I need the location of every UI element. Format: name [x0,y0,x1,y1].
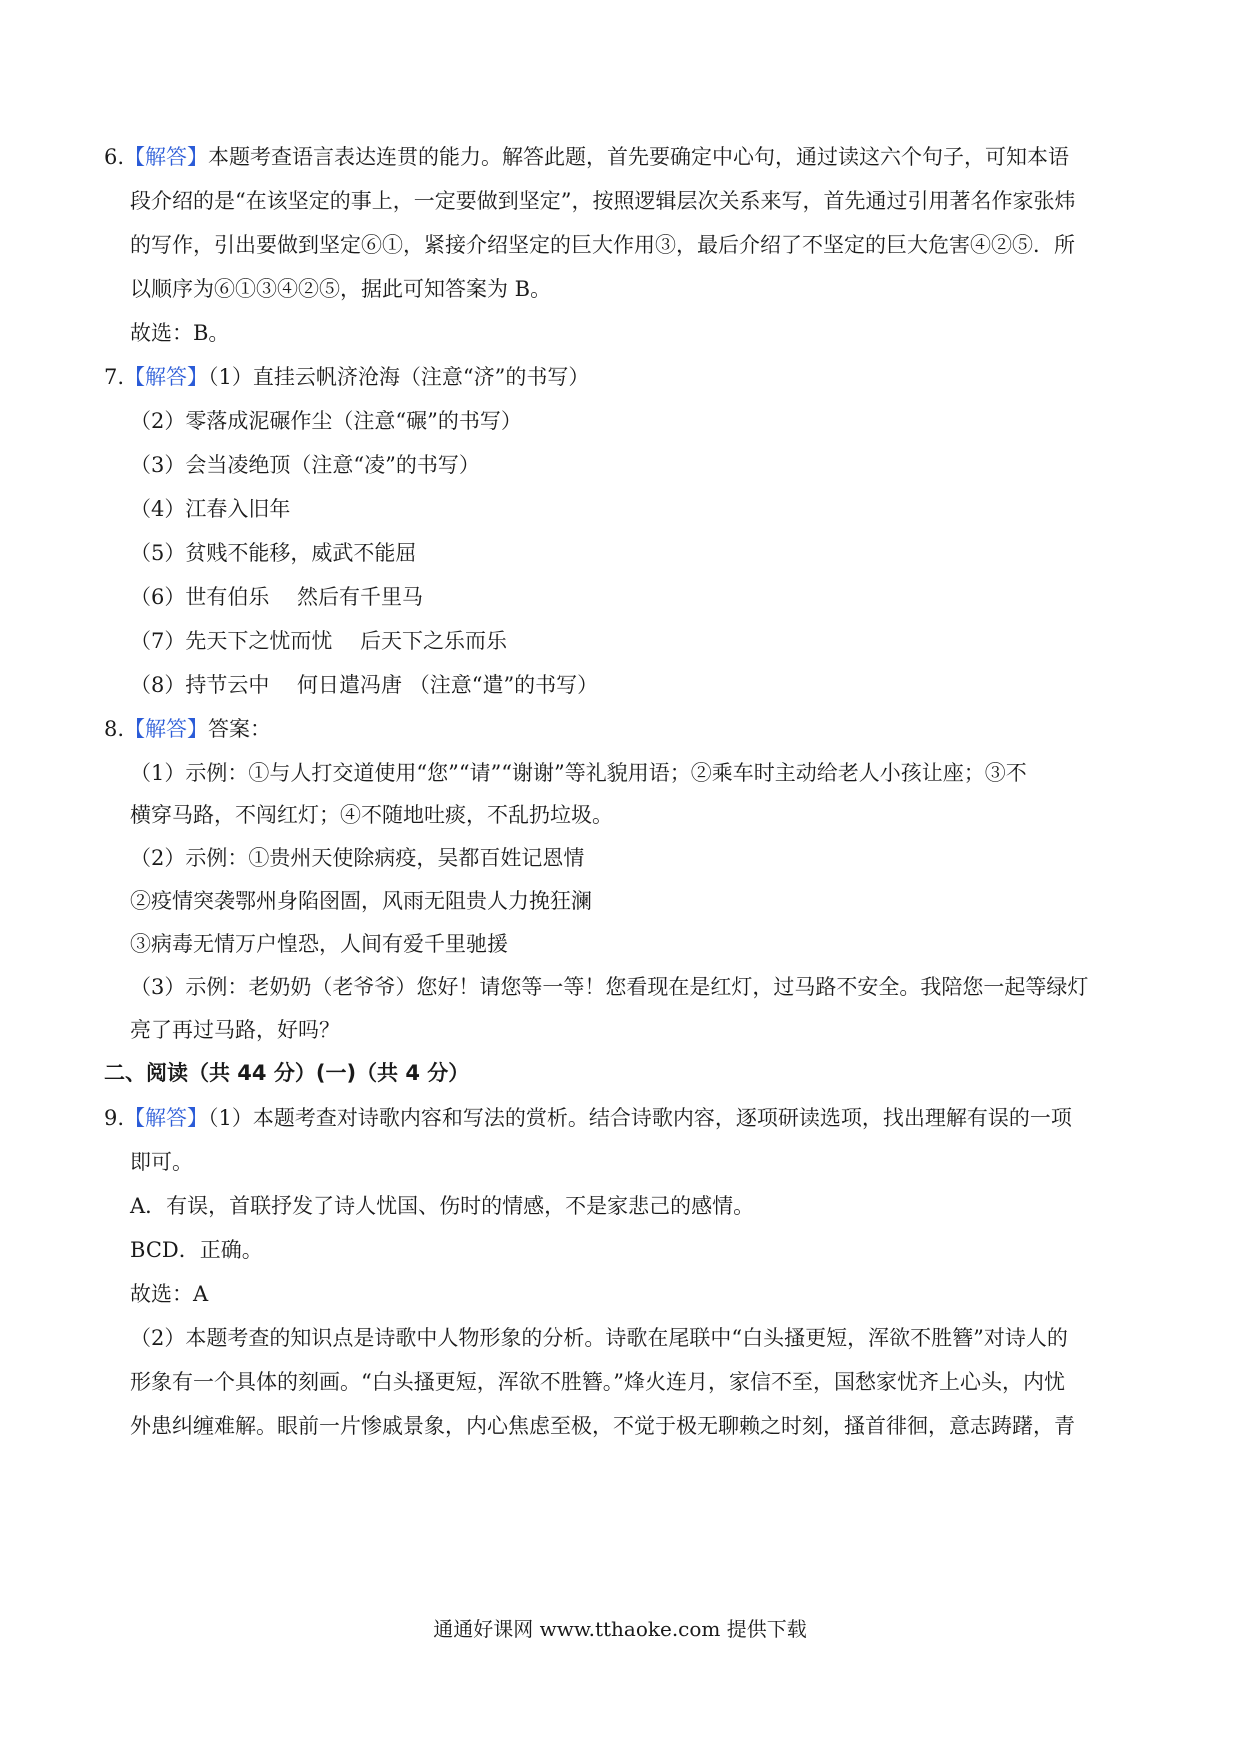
q8-line: 横穿马路，不闯红灯；④不随地吐痰，不乱扔垃圾。 [130,803,613,827]
q9-line: 即可。 [130,1150,193,1174]
q9-line: A．有误，首联抒发了诗人忧国、伤时的情感，不是家悲己的感情。 [130,1194,755,1218]
q7-item: （2）零落成泥碾作尘（注意“碾”的书写） [130,409,522,433]
q6-number: 6. [104,145,125,169]
q6-line-3: 的写作，引出要做到坚定⑥①，紧接介绍坚定的巨大作用③，最后介绍了不坚定的巨大危害④②⑤．所 [130,233,1075,257]
q7-answer-tag: 【解答】 [124,365,209,389]
section-heading: 二、阅读（共 44 分）(一)（共 4 分） [104,1061,470,1085]
q8-number: 8. [104,717,125,741]
q9-line: 形象有一个具体的刻画。“白头搔更短，浑欲不胜簪。”烽火连月，家信不至，国愁家忧齐上心头，内忧 [130,1370,1065,1394]
q7-number: 7. [104,365,125,389]
page-footer: 通通好课网 www.tthaoke.com 提供下载 [433,1617,807,1641]
q9-answer-tag: 【解答】 [124,1106,209,1130]
q9-line: 故选：A [130,1282,209,1306]
q9-line: BCD．正确。 [130,1238,263,1262]
q7-item: （7）先天下之忧而忧 后天下之乐而乐 [130,629,508,653]
q8-line-1 [104,714,271,744]
q8-line: （1）示例：①与人打交道使用“您”“请”“谢谢”等礼貌用语；②乘车时主动给老人小孩让座；③不 [130,761,1027,785]
q7-item: （4）江春入旧年 [130,497,291,521]
q9-line-1 [104,1103,1072,1133]
q6-choice: 故选：B。 [130,321,230,345]
q6-text: 本题考查语言表达连贯的能力。解答此题，首先要确定中心句，通过读这六个句子，可知本语 [208,145,1070,169]
q6-line-1 [104,142,1069,172]
q8-answer-tag: 【解答】 [124,717,209,741]
q9-text: （1）本题考查对诗歌内容和写法的赏析。结合诗歌内容，逐项研读选项，找出理解有误的一项 [208,1106,1072,1130]
q7-item: （3）会当凌绝顶（注意“凌”的书写） [130,453,480,477]
q8-line: （3）示例：老奶奶（老爷爷）您好！请您等一等！您看现在是红灯，过马路不安全。我陪您一起等绿灯 [130,975,1089,999]
q7-line-1 [104,362,589,392]
q6-answer-tag: 【解答】 [124,145,209,169]
q6-line-2: 段介绍的是“在该坚定的事上，一定要做到坚定”，按照逻辑层次关系来写，首先通过引用著名作家张炜 [130,189,1076,213]
q8-intro: 答案： [208,717,272,741]
q9-line: （2）本题考查的知识点是诗歌中人物形象的分析。诗歌在尾联中“白头搔更短，浑欲不胜簪”对诗人的 [130,1326,1068,1350]
q7-item: （6）世有伯乐 然后有千里马 [130,585,424,609]
q8-line: ③病毒无情万户惶恐，人间有爱千里驰援 [130,932,508,956]
q8-line: ②疫情突袭鄂州身陷囹圄，风雨无阻贵人力挽狂澜 [130,889,592,913]
q7-item: （8）持节云中 何日遣冯唐 （注意“遣”的书写） [130,673,599,697]
q7-item: （1）直挂云帆济沧海（注意“济”的书写） [208,365,590,389]
q8-line: （2）示例：①贵州天使除病疫，吴都百姓记恩情 [130,846,585,870]
q7-item: （5）贫贱不能移，威武不能屈 [130,541,417,565]
q9-number: 9. [104,1106,125,1130]
q8-line: 亮了再过马路，好吗？ [130,1018,340,1042]
q9-line: 外患纠缠难解。眼前一片惨戚景象，内心焦虑至极，不觉于极无聊赖之时刻，搔首徘徊，意志踌躇，青 [130,1414,1075,1438]
q6-line-4: 以顺序为⑥①③④②⑤，据此可知答案为 B。 [130,277,552,301]
